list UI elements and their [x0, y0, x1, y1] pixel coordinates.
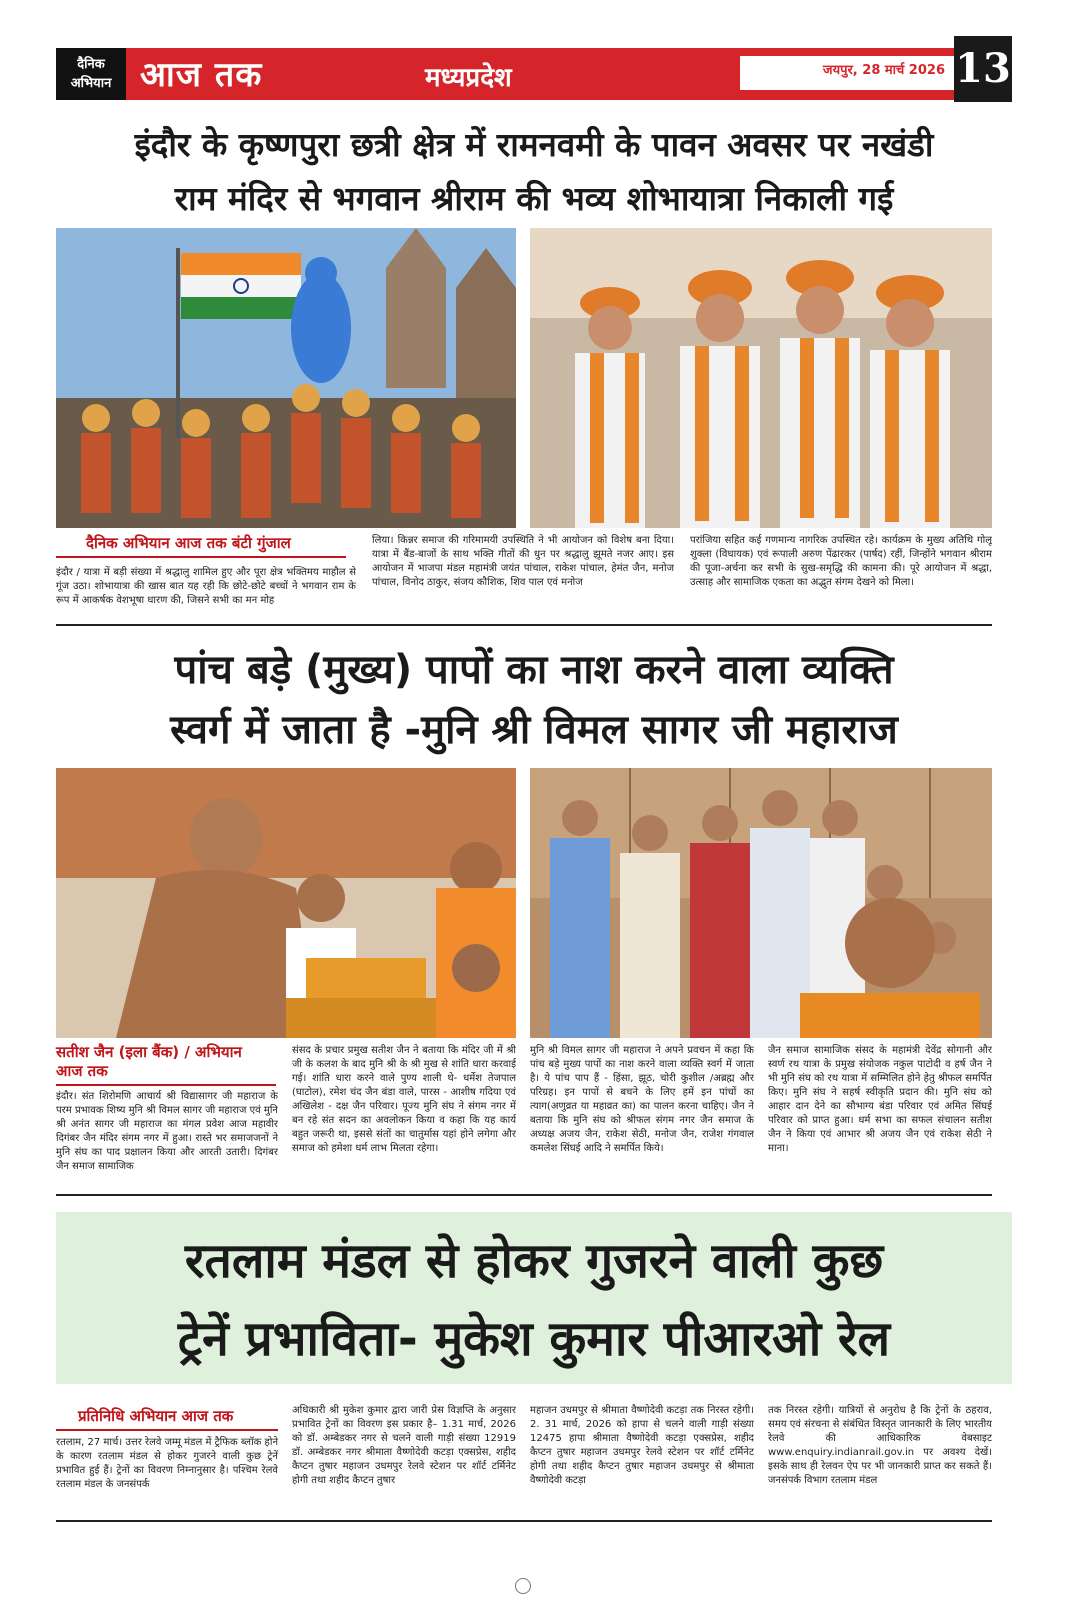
story3-headline — [56, 1222, 1012, 1378]
story2-column-2: संसद के प्रचार प्रमुख सतीश जैन ने बताया कि मंदिर जी में श्री जी के कलश के बाद मुनि श्री के श्री मुख से शांति धारा करवाई गई। शांति धारा करने वाले पुण्य शाली थे- धर्मेश तेजपाल (घाटोल), रमेश चंद जैन बंडा वाले, पारस - आशीष गदिया एवं अखिलेश - दक्ष जैन परिवार। पूज्य मुनि संघ ने संगम नगर में बन रहे संत सदन का अवलोकन किया व कहा कि यह कार्य बहुत जरूरी था, इससे संतों का चातुर्मास यहां होने लगेगा और समाज को हमेशा धर्म लाभ मिलता रहेगा। — [292, 1045, 516, 1154]
muni-image — [56, 768, 516, 1038]
story1-column-3: परांजिया सहित कई गणमान्य नागरिक उपस्थित रहे। कार्यक्रम के मुख्य अतिथि गोलू शुक्ला (विधायक) एवं रूपाली अरुण पेंढारकर (पार्षद) रहीं, जिन्होंने भगवान श्रीराम की पूजा-अर्चना कर सभी के सुख-समृद्धि की कामना की। पूरे आयोजन में श्रद्धा, उत्साह और सामाजिक एकता का अद्भुत संगम देखने को मिला। — [690, 535, 992, 588]
story1-byline: दैनिक अभियान आज तक बंटी गुंजाल — [86, 534, 291, 552]
dateline: जयपुर, 28 मार्च 2026 — [822, 63, 945, 78]
story2-headline-line1: पांच बड़े (मुख्य) पापों का नाश करने वाला व्यक्ति — [174, 647, 894, 693]
story2-column-4: जैन समाज सामाजिक संसद के महामंत्री देवेंद्र सोगानी और स्वर्ण रथ यात्रा के प्रमुख संयोजक नकुल पाटोदी व हर्ष जैन ने भी मुनि संघ को रथ यात्रा में सम्मिलित होने हेतु श्रीफल समर्पित किए। मुनि संघ ने सहर्ष स्वीकृति प्रदान की। मुनि संघ को आहार दान देने का सौभाग्य बंडा परिवार एवं अमित सिंघई परिवार को प्राप्त हुआ। धर्म सभा का सफल संचालन सतीश जैन ने किया एवं आभार श्री अजय जैन एवं राकेश सेठी ने माना। — [768, 1045, 992, 1154]
dateline-box — [740, 54, 955, 90]
bottom-rule — [56, 1520, 992, 1522]
story2-headline-line2: स्वर्ग में जाता है -मुनि श्री विमल सागर जी महाराज — [170, 707, 898, 753]
group-image — [530, 768, 992, 1038]
story2-photo-group — [530, 768, 992, 1038]
story3-byline: प्रतिनिधि अभियान आज तक — [78, 1407, 234, 1425]
story3-column-3: महाजन उधमपुर से श्रीमाता वैष्णोदेवी कटड़ा तक निरस्त रहेगी। 2. 31 मार्च, 2026 को हापा से चलने वाली गाड़ी संख्या 12475 हापा श्रीमाता वैष्णोदेवी कटड़ा एक्सप्रेस, शहीद कैप्टन तुषार महाजन उधमपुर रेलवे स्टेशन पर शॉर्ट टर्मिनेट होगी तथा शहीद कैप्टन तुषार महाजन उधमपुर से श्रीमाता वैष्णोदेवी कटड़ा — [530, 1405, 754, 1486]
story-divider-1 — [56, 624, 992, 626]
story2-byline-line2: आज तक — [56, 1062, 108, 1080]
story1-byline-rule — [56, 556, 346, 558]
story2-column-3: मुनि श्री विमल सागर जी महाराज ने अपने प्रवचन में कहा कि पांच बड़े मुख्य पापों का नाश करने वाला व्यक्ति स्वर्ग में जाता है। ये पांच पाप हैं - हिंसा, झूठ, चोरी कुशील /अब्रह्म और परिग्रह। इन पापों से बचने के लिए हमें इन पांचों का त्याग(अणुव्रत या महाव्रत का) का पालन करना चाहिए। जैन ने बताया कि मुनि संघ को श्रीफल संगम नगर जैन समाज के अध्यक्ष अजय जैन, राकेश सेठी, मनोज जैन, राजेश गंगवाल कमलेश सिंघई आदि ने समर्पित किये। — [530, 1045, 754, 1154]
story3-column-1: रतलाम, 27 मार्च। उत्तर रेलवे जम्मू मंडल में ट्रैफिक ब्लॉक होने के कारण रतलाम मंडल से होकर गुजरने वाली कुछ ट्रेनें प्रभावित हुई हैं। ट्रेनों का विवरण निम्नानुसार है। पश्चिम रेलवे रतलाम मंडल के जनसंपर्क — [56, 1437, 278, 1490]
story2-byline-line1: सतीश जैन (इला बैंक) / अभियान — [56, 1043, 242, 1061]
story1-headline — [56, 118, 1012, 226]
logo-line1: दैनिक — [77, 57, 105, 72]
story2-byline-rule — [56, 1084, 276, 1086]
story3-headline-line1: रतलाम मंडल से होकर गुजरने वाली कुछ — [184, 1233, 884, 1289]
story2-byline — [56, 1043, 242, 1081]
story2-headline — [56, 640, 1012, 760]
story1-headline-line2: राम मंदिर से भगवान श्रीराम की भव्य शोभायात्रा निकाली गई — [174, 179, 894, 218]
guests-image — [530, 228, 992, 528]
story1-column-1: इंदौर / यात्रा में बड़ी संख्या में श्रद्धालु शामिल हुए और पूरा क्षेत्र भक्तिमय माहौल से गूंज उठा। शोभायात्रा की खास बात यह रही कि छोटे-छोटे बच्चों ने भगवान राम के रूप में आकर्षक वेशभूषा धारण की, जिसने सभी का मन मोह — [56, 567, 356, 606]
story-divider-2 — [56, 1194, 992, 1196]
newspaper-logo — [56, 48, 126, 100]
story1-column-2: लिया। किन्नर समाज की गरिमामयी उपस्थिति ने भी आयोजन को विशेष बना दिया। यात्रा में बैंड-बाजों के साथ भक्ति गीतों की धुन पर श्रद्धालु झूमते नजर आए। इस आयोजन में भाजपा मंडल महामंत्री जयंत पांचाल, राकेश पांचाल, हेमंत जैन, मनोज पांचाल, विनोद ठाकुर, संजय कौशिक, शिव पाल एवं मनोज — [372, 535, 674, 588]
story2-column-1: इंदौर। संत शिरोमणि आचार्य श्री विद्यासागर जी महाराज के परम प्रभावक शिष्य मुनि श्री विमल सागर जी महाराज एवं मुनि श्री अनंत सागर जी महाराज का मंगल प्रवेश आज महावीर दिगंबर जैन मंदिर संगम नगर में हुआ। रास्ते भर समाजजनों ने मुनि संघ का पाद प्रक्षालन किया और आरती उतारी। दिगंबर जैन समाज सामाजिक — [56, 1091, 278, 1172]
story1-photo-procession — [56, 228, 516, 528]
story1-headline-line1: इंदौर के कृष्णपुरा छत्री क्षेत्र में रामनवमी के पावन अवसर पर नखंडी — [134, 125, 934, 164]
story3-byline-rule — [56, 1429, 278, 1431]
registration-mark-icon — [515, 1578, 531, 1594]
paper-name: आज तक — [140, 55, 263, 95]
story2-photo-muni — [56, 768, 516, 1038]
logo-line2: अभियान — [70, 76, 112, 91]
story3-column-4: तक निरस्त रहेगी। यात्रियों से अनुरोध है कि ट्रेनों के ठहराव, समय एवं संरचना से संबंधित विस्तृत जानकारी के लिए भारतीय रेलवे की आधिकारिक वेबसाइट www.enquiry.indianrail.gov.in पर अवश्य देखें। इसके साथ ही रेलवन ऐप पर भी जानकारी प्राप्त कर सकते हैं। जनसंपर्क विभाग रतलाम मंडल — [768, 1405, 992, 1486]
story1-photo-guests — [530, 228, 992, 528]
procession-image — [56, 228, 516, 528]
page-number: 13 — [954, 36, 1012, 102]
story3-headline-line2: ट्रेनें प्रभाविता- मुकेश कुमार पीआरओ रेल — [177, 1311, 891, 1367]
story3-column-2: अधिकारी श्री मुकेश कुमार द्वारा जारी प्रेस विज्ञप्ति के अनुसार प्रभावित ट्रेनों का विवरण इस प्रकार है– 1.31 मार्च, 2026 को डॉ. अम्बेडकर नगर से चलने वाली गाड़ी संख्या 12919 डॉ. अम्बेडकर नगर श्रीमाता वैष्णोदेवी कटड़ा एक्सप्रेस, शहीद कैप्टन तुषार महाजन उधमपुर रेलवे स्टेशन पर शॉर्ट टर्मिनेट होगी तथा शहीद कैप्टन तुषार — [292, 1405, 516, 1486]
section-title: मध्यप्रदेश — [425, 63, 512, 93]
